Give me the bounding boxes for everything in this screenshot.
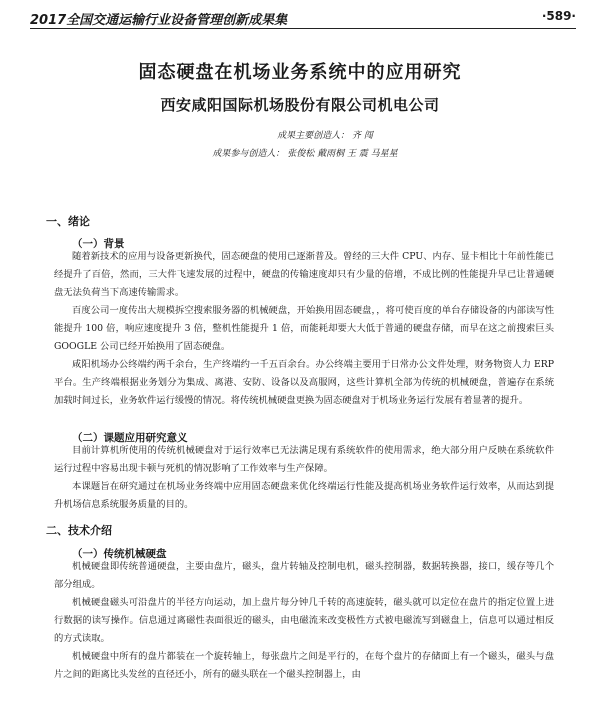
subsection-heading: （二）课题应用研究意义 <box>72 432 188 444</box>
subsection-heading: （一）传统机械硬盘 <box>72 548 167 560</box>
paragraph: 随着新技术的应用与设备更新换代，固态硬盘的使用已逐渐普及。曾经的三大件 CPU、内存、显卡相比十年前性能已经提升了百倍，然而，三大件飞速发展的过程中，硬盘的传输速度却只有少量的倍增，不成比例的性能提升早已让普通硬盘无法负荷当下高速传输需求。 <box>54 251 554 298</box>
paragraph: 百度公司一度传出大规模拆空搜索服务器的机械硬盘，开始换用固态硬盘，，将可使百度的单台存储设备的内部读写性能提升 100 倍，响应速度提升 3 倍，整机性能提升 1 倍，而能耗却要大大低于普通的硬盘存储，而早在这之前搜索巨头 GOOGLE 公司已经开始换用了固态硬盘。 <box>54 305 554 352</box>
participant-creators-names: 张俊松 戴雨桐 王 震 马星星 <box>287 149 398 159</box>
article-title: 固态硬盘在机场业务系统中的应用研究 <box>138 62 462 83</box>
journal-title: 2017全国交通运输行业设备管理创新成果集 <box>30 13 288 28</box>
paragraph: 机械硬盘中所有的盘片都装在一个旋转轴上，每张盘片之间是平行的，在每个盘片的存储面上有一个磁头，磁头与盘片之间的距离比头发丝的直径还小，所有的磁头联在一个磁头控制器上，由 <box>54 651 554 680</box>
paragraph: 目前计算机所使用的传统机械硬盘对于运行效率已无法满足现有系统软件的使用需求，绝大部分用户反映在系统软件运行过程中容易出现卡顿与死机的情况影响了工作效率与生产保障。 <box>54 445 554 474</box>
organization-name: 西安咸阳国际机场股份有限公司机电公司 <box>160 96 440 114</box>
paragraph: 机械硬盘磁头可沿盘片的半径方向运动，加上盘片每分钟几千转的高速旋转，磁头就可以定位在盘片的指定位置上进行数据的读写操作。信息通过离磁性表面很近的磁头，由电磁流来改变极性方式被电磁流写到磁盘上，信息可以通过相反的方式读取。 <box>54 597 554 644</box>
paragraph: 本课题旨在研究通过在机场业务终端中应用固态硬盘来优化终端运行性能及提高机场业务软件运行效率，从而达到提升机场信息系统服务质量的目的。 <box>54 481 554 510</box>
subsection-heading: （一）背景 <box>72 238 125 250</box>
participant-creators-line <box>0 146 600 159</box>
participant-creators-label: 成果参与创造人： <box>212 149 285 159</box>
section-heading: 二、技术介绍 <box>46 524 112 537</box>
running-header <box>30 6 576 29</box>
paragraph: 咸阳机场办公终端约两千余台，生产终端约一千五百余台。办公终端主要用于日常办公文件处理，财务物资人力 ERP 平台。生产终端根据业务划分为集成、离港、安防、设备以及高服网，这些计算机全部为传统的机械硬盘，普遍存在系统加载时间过长，业务软件运行缓慢的情况。将传统机械硬盘更换为固态硬盘对于机场业务运行发展有着显著的提升。 <box>54 359 554 406</box>
main-creators-line <box>0 128 600 141</box>
section-heading: 一、绪论 <box>46 215 90 228</box>
page-number: ·589· <box>541 9 576 23</box>
main-creators-names: 齐 闯 <box>352 131 373 141</box>
main-creators-label: 成果主要创造人： <box>277 131 350 141</box>
paragraph: 机械硬盘即传统普通硬盘，主要由盘片，磁头，盘片转轴及控制电机，磁头控制器，数据转换器，接口，缓存等几个部分组成。 <box>54 561 554 590</box>
